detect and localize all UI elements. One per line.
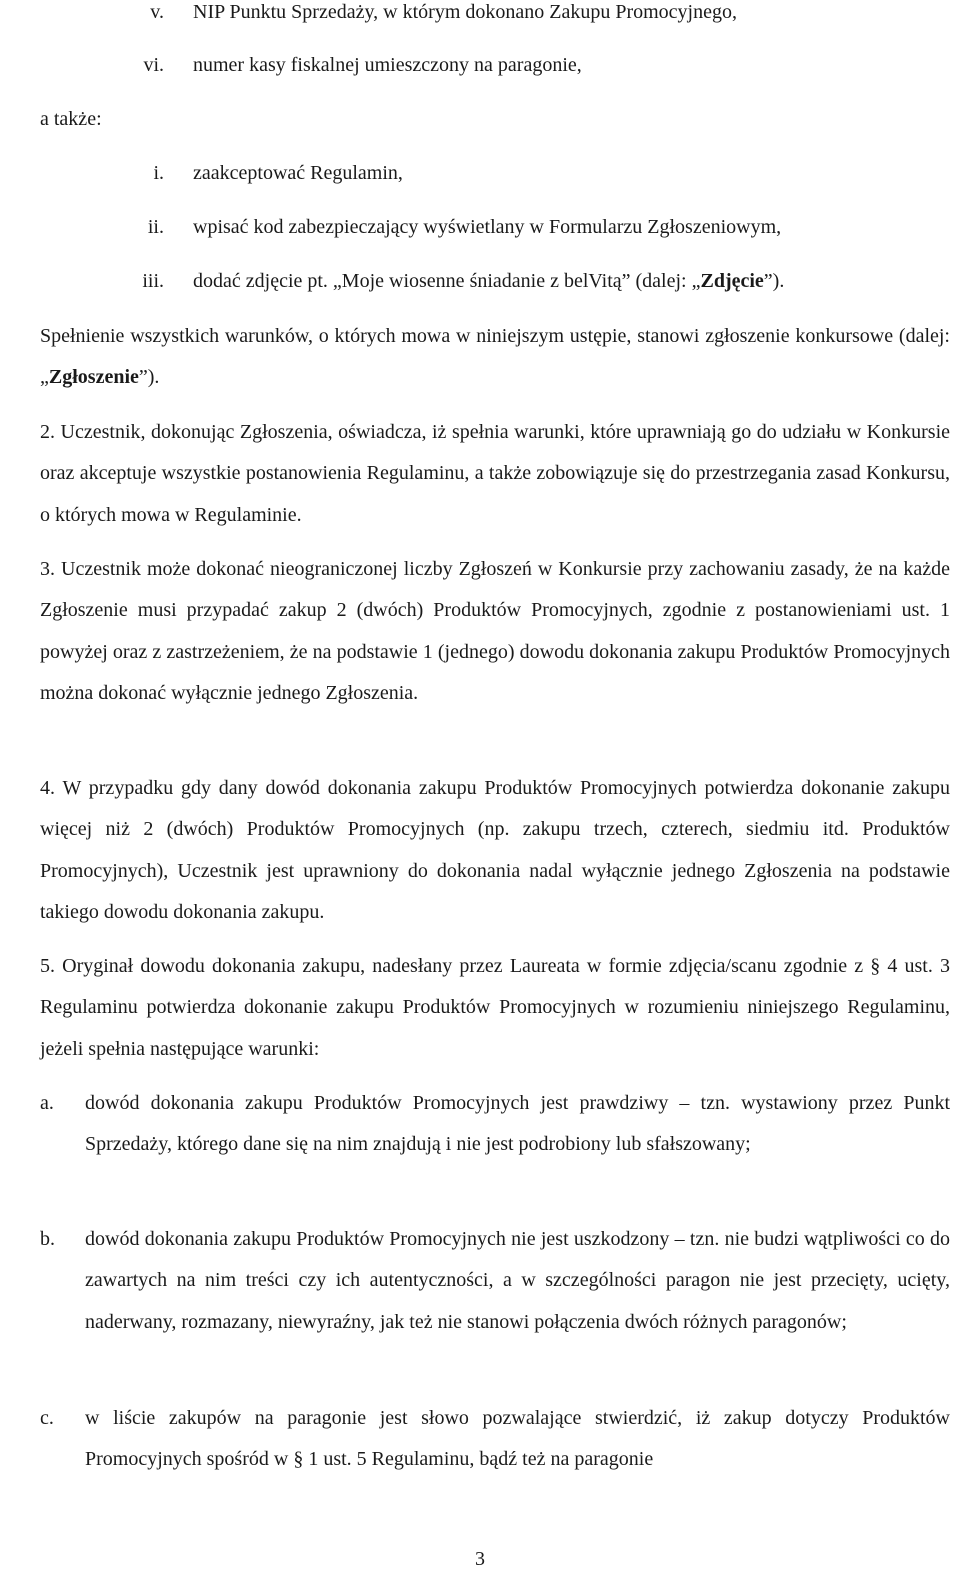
paragraph-3 [40,549,950,714]
letter-text: dowód dokonania zakupu Produktów Promocyjnych nie jest uszkodzony – tzn. nie budzi wątpliwości co do zawartych na nim treści czy ich autentyczności, a w szczególności paragon nie jest przecięty, ucięty, naderwany, rozmazany, niewyraźny, jak też nie stanowi połączenia dwóch różnych paragonów; [85,1228,950,1333]
paragraph-number: 2. [40,421,55,443]
list-item-vi [0,50,960,80]
paragraph-number: 5. [40,955,55,977]
letter-text: w liście zakupów na paragonie jest słowo pozwalające stwierdzić, iż zakup dotyczy Produktów Promocyjnych spośród w § 1 ust. 5 Regulaminu, bądź też na paragonie [85,1407,950,1471]
paragraph-4 [40,768,950,933]
list-item-number: v. [150,1,164,23]
defined-term: Zdjęcie [700,270,764,292]
list-item-text: dodać zdjęcie pt. „Moje wiosenne śniadanie z belVitą” (dalej: „Zdjęcie”). [193,270,785,292]
letter-text: dowód dokonania zakupu Produktów Promocyjnych jest prawdziwy – tzn. wystawiony przez Punkt Sprzedaży, którego dane się na nim znajdują i nie jest podrobiony lub sfałszowany; [85,1092,950,1156]
list-item-iii [0,266,960,296]
list-item-ii [0,212,960,242]
fulfillment-paragraph: Spełnienie wszystkich warunków, o których mowa w niniejszym ustępie, stanowi zgłoszenie konkursowe (dalej: „Zgłoszenie”). [40,325,950,389]
letter-label: a. [40,1092,54,1114]
list-item-i [0,158,960,188]
paragraph-text: W przypadku gdy dany dowód dokonania zakupu Produktów Promocyjnych potwierdza dokonanie zakupu więcej niż 2 (dwóch) Produktów Promocyjnych (np. zakupu trzech, czterech, siedmiu itd. Produktów Promocyjnych), Uczestnik jest uprawniony do dokonania nadal wyłącznie jednego Zgłoszenia na podstawie takiego dowodu dokonania zakupu. [40,777,950,923]
paragraph-text: Uczestnik, dokonując Zgłoszenia, oświadcza, iż spełnia warunki, które uprawniają go do udziału w Konkursie oraz akceptuje wszystkie postanowienia Regulaminu, a także zobowiązuje się do przestrzegania zasad Konkursu, o których mowa w Regulaminie. [40,421,951,526]
list-item-number: i. [153,162,164,184]
list-item-number: vi. [143,54,164,76]
list-item-number: ii. [147,216,164,238]
list-item-text: NIP Punktu Sprzedaży, w którym dokonano Zakupu Promocyjnego, [193,1,737,23]
letter-label: c. [40,1407,54,1429]
paragraph-2 [40,412,950,536]
list-item-number: iii. [142,270,164,292]
also-label: a także: [40,108,102,130]
defined-term: Zgłoszenie [48,366,139,389]
list-item-text: zaakceptować Regulamin, [193,162,403,184]
page-number: 3 [475,1548,485,1570]
paragraph-number: 4. [40,777,55,799]
list-item-text: numer kasy fiskalnej umieszczony na paragonie, [193,54,582,76]
list-item-v [0,0,960,27]
paragraph-text: Uczestnik może dokonać nieograniczonej liczby Zgłoszeń w Konkursie przy zachowaniu zasady, że na każde Zgłoszenie musi przypadać zakup 2 (dwóch) Produktów Promocyjnych, zgodnie z postanowieniami ust. 1 powyżej oraz z zastrzeżeniem, że na podstawie 1 (jednego) dowodu dokonania zakupu Produktów Promocyjnych można dokonać wyłącznie jednego Zgłoszenia. [40,558,950,704]
paragraph-5 [40,946,950,1070]
list-item-text: wpisać kod zabezpieczający wyświetlany w Formularzu Zgłoszeniowym, [193,216,782,238]
paragraph-number: 3. [40,558,55,580]
paragraph-text: Oryginał dowodu dokonania zakupu, nadesłany przez Laureata w formie zdjęcia/scanu zgodnie z § 4 ust. 3 Regulaminu potwierdza dokonanie zakupu Produktów Promocyjnych w rozumieniu niniejszego Regulaminu, jeżeli spełnia następujące warunki: [40,955,950,1060]
letter-label: b. [40,1228,55,1250]
